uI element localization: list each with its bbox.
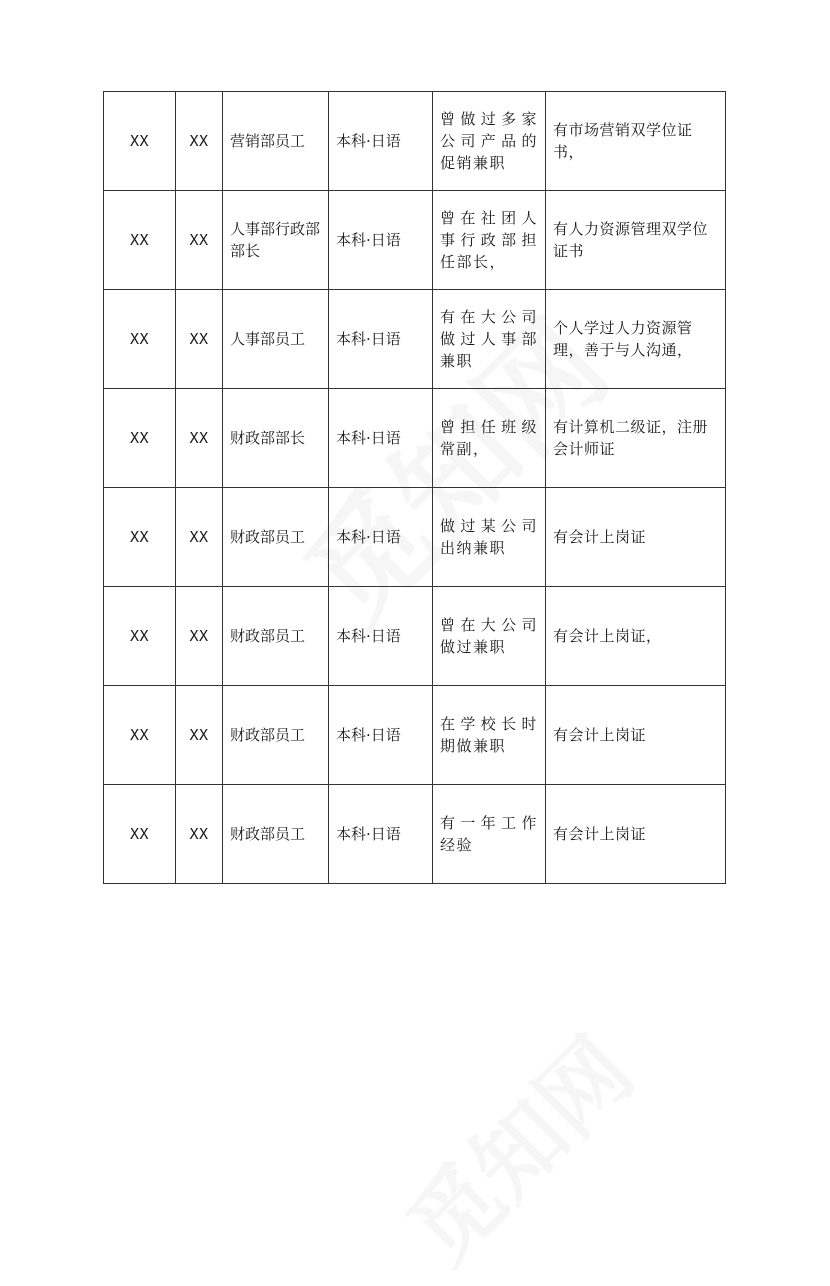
- staff-table: [103, 91, 726, 884]
- certificate-cell: 有会计上岗证: [546, 488, 726, 587]
- education-cell: 本科·日语: [329, 488, 433, 587]
- certificate-cell: 有会计上岗证，: [546, 587, 726, 686]
- table-row: [104, 191, 726, 290]
- table-row: [104, 785, 726, 884]
- education-cell: 本科·日语: [329, 785, 433, 884]
- experience-cell: 在学校长时期做兼职: [433, 686, 546, 785]
- sex-cell: XX: [176, 686, 223, 785]
- sex-cell: XX: [176, 785, 223, 884]
- name-cell: XX: [104, 389, 176, 488]
- education-cell: 本科·日语: [329, 389, 433, 488]
- watermark: [374, 1004, 657, 1286]
- certificate-cell: 有计算机二级证，注册会计师证: [546, 389, 726, 488]
- certificate-cell: 有会计上岗证: [546, 785, 726, 884]
- table-row: [104, 686, 726, 785]
- position-cell: 财政部员工: [223, 785, 329, 884]
- experience-cell: 曾在大公司做过兼职: [433, 587, 546, 686]
- table-row: [104, 92, 726, 191]
- position-cell: 营销部员工: [223, 92, 329, 191]
- education-cell: 本科·日语: [329, 587, 433, 686]
- experience-cell: 曾做过多家公司产品的促销兼职: [433, 92, 546, 191]
- experience-cell: 做过某公司出纳兼职: [433, 488, 546, 587]
- table-row: [104, 290, 726, 389]
- name-cell: XX: [104, 488, 176, 587]
- position-cell: 人事部行政部部长: [223, 191, 329, 290]
- name-cell: XX: [104, 290, 176, 389]
- education-cell: 本科·日语: [329, 686, 433, 785]
- sex-cell: XX: [176, 290, 223, 389]
- education-cell: 本科·日语: [329, 191, 433, 290]
- experience-cell: 有一年工作经验: [433, 785, 546, 884]
- name-cell: XX: [104, 785, 176, 884]
- name-cell: XX: [104, 191, 176, 290]
- position-cell: 财政部员工: [223, 587, 329, 686]
- sex-cell: XX: [176, 587, 223, 686]
- education-cell: 本科·日语: [329, 290, 433, 389]
- name-cell: XX: [104, 587, 176, 686]
- position-cell: 人事部员工: [223, 290, 329, 389]
- name-cell: XX: [104, 92, 176, 191]
- certificate-cell: 个人学过人力资源管理，善于与人沟通，: [546, 290, 726, 389]
- sex-cell: XX: [176, 488, 223, 587]
- table-row: [104, 389, 726, 488]
- table-row: [104, 488, 726, 587]
- watermark-text: [388, 1018, 653, 1283]
- education-cell: 本科·日语: [329, 92, 433, 191]
- position-cell: 财政部部长: [223, 389, 329, 488]
- certificate-cell: 有市场营销双学位证书，: [546, 92, 726, 191]
- table-row: [104, 587, 726, 686]
- name-cell: XX: [104, 686, 176, 785]
- certificate-cell: 有会计上岗证: [546, 686, 726, 785]
- position-cell: 财政部员工: [223, 488, 329, 587]
- experience-cell: 曾担任班级常副，: [433, 389, 546, 488]
- certificate-cell: 有人力资源管理双学位证书: [546, 191, 726, 290]
- experience-cell: 有在大公司做过人事部兼职: [433, 290, 546, 389]
- position-cell: 财政部员工: [223, 686, 329, 785]
- sex-cell: XX: [176, 389, 223, 488]
- sex-cell: XX: [176, 92, 223, 191]
- sex-cell: XX: [176, 191, 223, 290]
- experience-cell: 曾在社团人事行政部担任部长，: [433, 191, 546, 290]
